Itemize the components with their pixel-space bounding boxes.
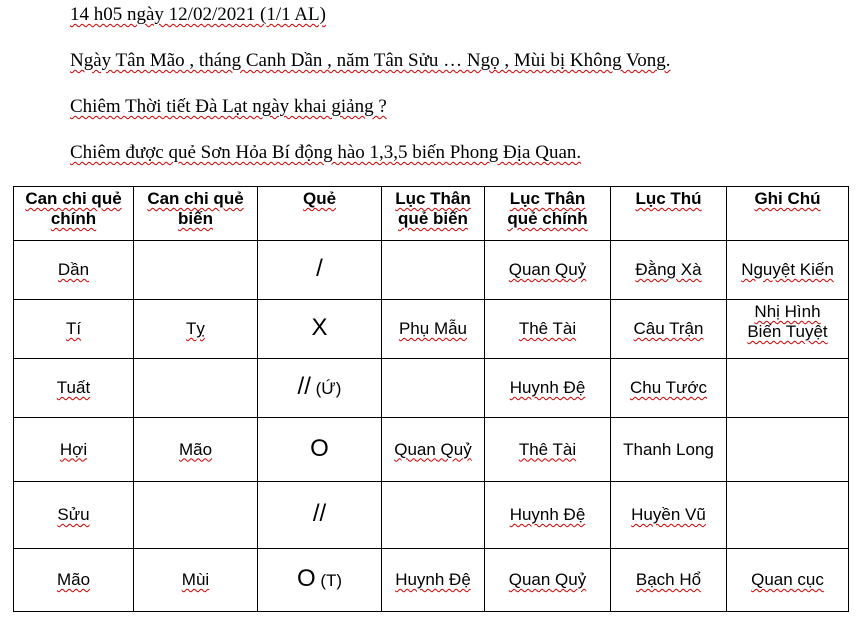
cell-can-chinh: Hợi — [14, 418, 134, 482]
cell-than-bien: Huynh Đệ — [382, 549, 485, 612]
cell-thu: Thanh Long — [611, 418, 727, 482]
table-row — [14, 241, 849, 300]
cell-thu: Huyền Vũ — [611, 482, 727, 549]
header-que: Quẻ — [258, 187, 382, 241]
cell-que: O (T) — [258, 549, 382, 612]
header-luc-than-que-chinh: Lục Thân quẻ chính — [485, 187, 611, 241]
cell-than-bien — [382, 359, 485, 418]
cell-can-bien: Mão — [134, 418, 258, 482]
cell-ghi-chu: Nguyệt Kiến — [727, 241, 849, 300]
cell-can-chinh: Tuất — [14, 359, 134, 418]
table-row — [14, 418, 849, 482]
cell-can-chinh: Mão — [14, 549, 134, 612]
cell-thu: Bạch Hổ — [611, 549, 727, 612]
cell-than-bien — [382, 241, 485, 300]
header-ghi-chu: Ghi Chú — [727, 187, 849, 241]
doc-line-datetime — [70, 4, 326, 26]
cell-than-bien: Quan Quỷ — [382, 418, 485, 482]
cell-than-chinh: Thê Tài — [485, 418, 611, 482]
cell-can-chinh: Sửu — [14, 482, 134, 549]
can-chi-text: Ngày Tân Mão , tháng Canh Dần , năm Tân Sửu … Ngọ , Mùi bị Không Vong. — [70, 50, 671, 71]
cell-thu: Chu Tước — [611, 359, 727, 418]
header-can-chi-que-chinh: Can chi quẻ chính — [14, 187, 134, 241]
cell-ghi-chu — [727, 482, 849, 549]
table-row — [14, 482, 849, 549]
cell-que: // (Ứ) — [258, 359, 382, 418]
cell-can-bien — [134, 359, 258, 418]
cell-ghi-chu: Quan cục — [727, 549, 849, 612]
table-header-row — [14, 187, 849, 241]
cell-than-bien: Phụ Mẫu — [382, 300, 485, 359]
cell-que: / — [258, 241, 382, 300]
cell-than-bien — [382, 482, 485, 549]
doc-line-can-chi — [70, 50, 671, 72]
header-can-chi-que-bien: Can chi quẻ biến — [134, 187, 258, 241]
datetime-text: 14 h05 ngày 12/02/2021 (1/1 AL) — [70, 4, 326, 25]
cell-que: // — [258, 482, 382, 549]
doc-line-question — [70, 96, 387, 118]
cell-can-bien: Tỵ — [134, 300, 258, 359]
cell-thu: Câu Trận — [611, 300, 727, 359]
cell-can-chinh: Tí — [14, 300, 134, 359]
header-luc-thu: Lục Thú — [611, 187, 727, 241]
question-text: Chiêm Thời tiết Đà Lạt ngày khai giảng ? — [70, 96, 387, 117]
cell-can-chinh: Dần — [14, 241, 134, 300]
cell-than-chinh: Quan Quỷ — [485, 241, 611, 300]
cell-que: O — [258, 418, 382, 482]
cell-ghi-chu — [727, 359, 849, 418]
cell-can-bien: Mùi — [134, 549, 258, 612]
cell-que: X — [258, 300, 382, 359]
table-row — [14, 359, 849, 418]
hexagram-table — [13, 186, 849, 612]
result-text: Chiêm được quẻ Sơn Hỏa Bí động hào 1,3,5 biến Phong Địa Quan. — [70, 142, 582, 163]
cell-than-chinh: Thê Tài — [485, 300, 611, 359]
cell-thu: Đằng Xà — [611, 241, 727, 300]
cell-ghi-chu: Nhị Hình Biến Tuyệt — [727, 300, 849, 359]
table-row — [14, 549, 849, 612]
header-luc-than-que-bien: Lục Thân quẻ biến — [382, 187, 485, 241]
doc-line-result — [70, 142, 581, 164]
cell-than-chinh: Quan Quỷ — [485, 549, 611, 612]
cell-can-bien — [134, 482, 258, 549]
table-row — [14, 300, 849, 359]
cell-than-chinh: Huynh Đệ — [485, 482, 611, 549]
cell-than-chinh: Huynh Đệ — [485, 359, 611, 418]
cell-can-bien — [134, 241, 258, 300]
cell-ghi-chu — [727, 418, 849, 482]
